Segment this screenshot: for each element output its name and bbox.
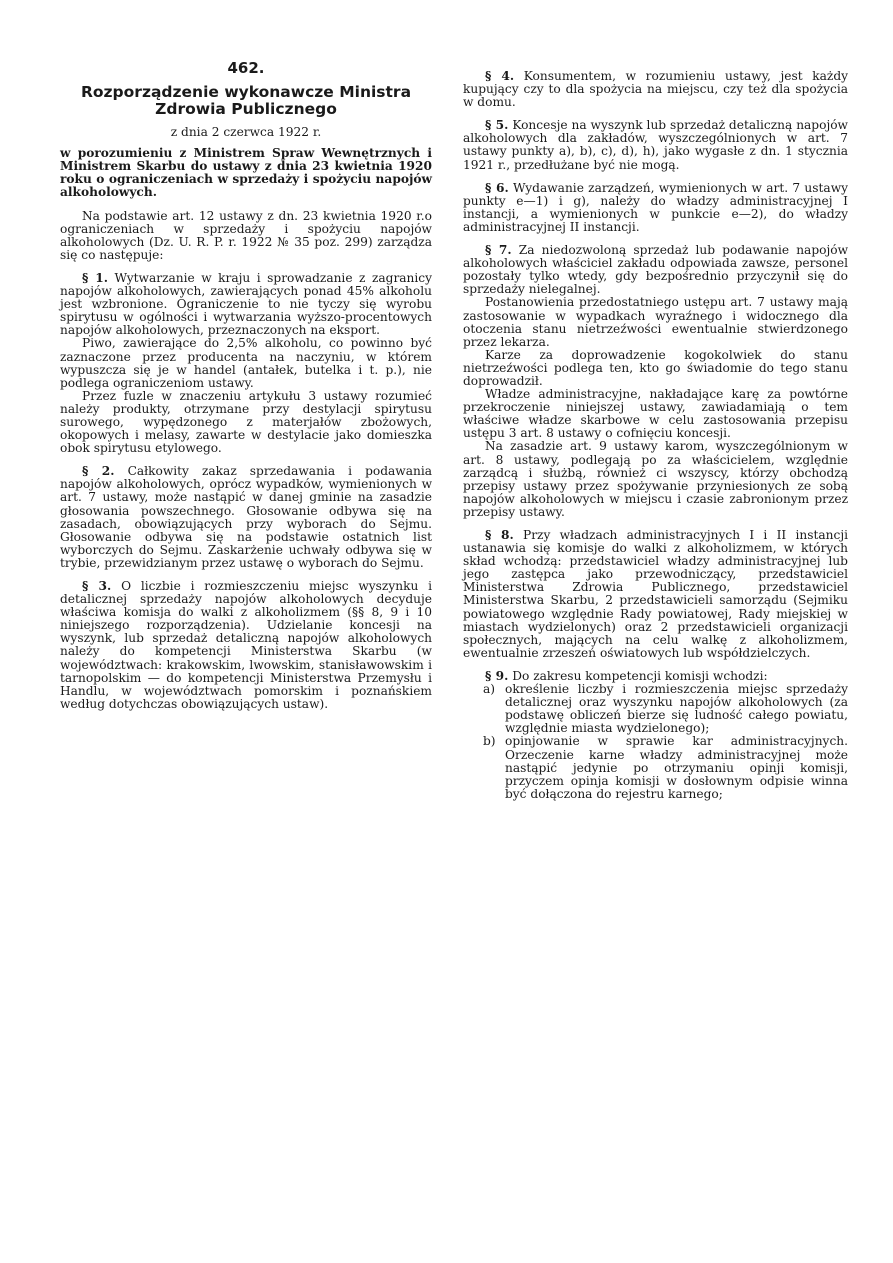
- section-1-paragraph-2: Piwo, zawierające do 2,5% alkoholu, co powinno być zaznaczone przez producenta na naczyniu, w którem wypuszcza się je w handel (antałek, butelka i t. p.), nie podlega ograniczeniom ustawy.: [60, 336, 432, 390]
- list-item-label: b): [483, 734, 496, 749]
- list-item: [483, 683, 848, 735]
- section-5-label: § 5.: [485, 118, 509, 133]
- list-item-label: a): [483, 682, 496, 697]
- section-8-text: Przy władzach administracyjnych I i II instancji ustanawia się komisje do walki z alkoholizmem, w których skład wchodzą: przedstawiciel władzy administracyjnej lub jego zastępca jako przewodniczący, przedstawiciel Ministerstwa Zdrowia Publicznego, przedstawiciel Ministerstwa Skarbu, 2 przedstawicieli samorządu (Sejmiku powiatowego względnie Rady powiatowej, Rady miejskiej w miastach wydzielonych) oraz 2 przedstawicieli organizacji społecznych, mających na celu walkę z alkoholizmem, ewentualnie zrzeszeń oświatowych lub współdzielczych.: [463, 528, 848, 660]
- section-7-paragraph-2: Postanowienia przedostatniego ustępu art. 7 ustawy mają zastosowanie w wypadkach wyraźnego i widocznego dla otoczenia stanu nietrzeźwości ewentualnie stwierdzonego przez lekarza.: [463, 295, 848, 349]
- section-2-text: Całkowity zakaz sprzedawania i podawania napojów alkoholowych, oprócz wypadków, wymienionych w art. 7 ustawy, może nastąpić w danej gminie na zasadzie głosowania powszechnego. Głosowanie odbywa się na zasadach, obowiązujących przy wyborach do Sejmu. Głosowanie odbywa się na podstawie ostatnich list wyborczych do Sejmu. Zaskarżenie uchwały odbywa się w trybie, przewidzianym przez ustawę o wyborach do Sejmu.: [60, 464, 432, 570]
- section-3-label: § 3.: [82, 579, 112, 593]
- document-number: 462.: [227, 59, 265, 77]
- document-intro: w porozumieniu z Ministrem Spraw Wewnętrznych i Ministrem Skarbu do ustawy z dnia 23 kwietnia 1920 roku o ograniczeniach w sprzedaży i spożyciu napojów alkoholowych.: [60, 146, 432, 200]
- section-4: [463, 70, 848, 109]
- section-1: [60, 272, 432, 337]
- section-4-text: Konsumentem, w rozumieniu ustawy, jest każdy kupujący czy to dla spożycia na miejscu, czy też dla spożycia w domu.: [463, 69, 849, 110]
- section-3: [60, 580, 432, 711]
- section-8: [463, 529, 848, 660]
- section-8-label: § 8.: [485, 528, 514, 542]
- document-date: z dnia 2 czerwca 1922 r.: [170, 125, 322, 140]
- section-1-text: Wytwarzanie w kraju i sprowadzanie z zagranicy napojów alkoholowych, zawierających ponad 45% alkoholu jest wzbronione. Ograniczenie to nie tyczy się wyrobu spirytusu w ogólności i wytwarzania wyższo-procentowych napojów alkoholowych, przeznaczonych na eksport.: [60, 270, 433, 338]
- document-title: Rozporządzenie wykonawcze Ministra Zdrowia Publicznego: [80, 83, 412, 119]
- list-item: [483, 735, 848, 800]
- section-7-paragraph-3: Karze za doprowadzenie kogokolwiek do stanu nietrzeźwości podlega ten, kto go świadomie do tego stanu doprowadził.: [463, 347, 848, 388]
- list-item-text: opinjowanie w sprawie kar administracyjnych. Orzeczenie karne władzy administracyjnej może nastąpić jedynie po otrzymaniu opinji komisji, przyczem opinja komisji w dosłownym odpisie winna być dołączona do rejestru karnego;: [505, 734, 848, 801]
- section-5: [463, 119, 848, 171]
- section-9-label: § 9.: [485, 668, 509, 683]
- right-column: [463, 70, 848, 801]
- section-5-text: Koncesje na wyszynk lub sprzedaż detaliczną napojów alkoholowych dla zakładów, wyszczególnionych w art. 7 ustawy punkty a), b), c), d), h), jako wygasłe z dn. 1 stycznia 1921 r., przedłużane być nie mogą.: [463, 118, 848, 172]
- preamble: Na podstawie art. 12 ustawy z dn. 23 kwietnia 1920 r.o ograniczeniach w sprzedaży i spożyciu napojów alkoholowych (Dz. U. R. P. r. 1922 № 35 poz. 299) zarządza się co następuje:: [60, 208, 432, 262]
- section-2: [60, 465, 432, 570]
- section-7-paragraph-5: Na zasadzie art. 9 ustawy karom, wyszczególnionym w art. 8 ustawy, podlegają po za właścicielem, względnie zarządcą i służbą, również ci wszyscy, którzy obchodzą przepisy ustawy przez spożywanie przyniesionych ze sobą napojów alkoholowych w miejscu i czasie zabronionym przez przepisy ustawy.: [463, 439, 848, 519]
- section-7-text: Za niedozwoloną sprzedaż lub podawanie napojów alkoholowych właściciel zakładu odpowiada zawsze, personel pozostały tylko wtedy, gdy bezpośrednio przyczynił się do sprzedaży nielegalnej.: [463, 243, 849, 297]
- section-6: [463, 182, 848, 234]
- section-9-list: [463, 683, 848, 801]
- section-1-label: § 1.: [82, 270, 108, 285]
- list-item-text: określenie liczby i rozmieszczenia miejsc sprzedaży detalicznej oraz wyszynku napojów alkoholowych (za podstawę obliczeń bierze się ludność całego powiatu, względnie miasta wydzielonego);: [505, 682, 848, 736]
- section-7: [463, 244, 848, 296]
- section-6-label: § 6.: [485, 180, 509, 195]
- section-1-paragraph-3: Przez fuzle w znaczeniu artykułu 3 ustawy rozumieć należy produkty, otrzymane przy destylacji spirytusu surowego, wypędzonego z materjałów zbożowych, okopowych i melasy, zawarte w destylacie jako domieszka obok spirytusu etylowego.: [60, 388, 432, 456]
- section-2-label: § 2.: [82, 464, 115, 479]
- left-column: [60, 59, 433, 711]
- section-3-text: O liczbie i rozmieszczeniu miejsc wyszynku i detalicznej sprzedaży napojów alkoholowych decyduje właściwa komisja do walki z alkoholizmem (§§ 8, 9 i 10 niniejszego rozporządzenia). Udzielanie koncesji na wyszynk, lub sprzedaż detaliczną napojów alkoholowych należy do kompetencji Ministerstwa Skarbu (w województwach: krakowskim, lwowskim, stanisławowskim i tarnopolskim — do kompetencji Ministerstwa Przemysłu i Handlu, w województwach pomorskim i poznańskiem według dotychczas obowiązujących ustaw).: [60, 579, 433, 711]
- section-9-intro: Do zakresu kompetencji komisji wchodzi:: [512, 668, 768, 683]
- section-4-label: § 4.: [485, 69, 515, 83]
- section-7-paragraph-4: Władze administracyjne, nakładające karę za powtórne przekroczenie niniejszej ustawy, zawiadamiają o tem właściwe władze skarbowe w celu zastosowania przepisu ustępu 3 art. 8 ustawy o cofnięciu koncesji.: [463, 387, 848, 441]
- section-7-label: § 7.: [485, 243, 512, 258]
- section-6-text: Wydawanie zarządzeń, wymienionych w art. 7 ustawy punkty e—1) i g), należy do władzy administracyjnej I instancji, a wymienionych w punkcie e—2), do władzy administracyjnej II instancji.: [463, 180, 849, 234]
